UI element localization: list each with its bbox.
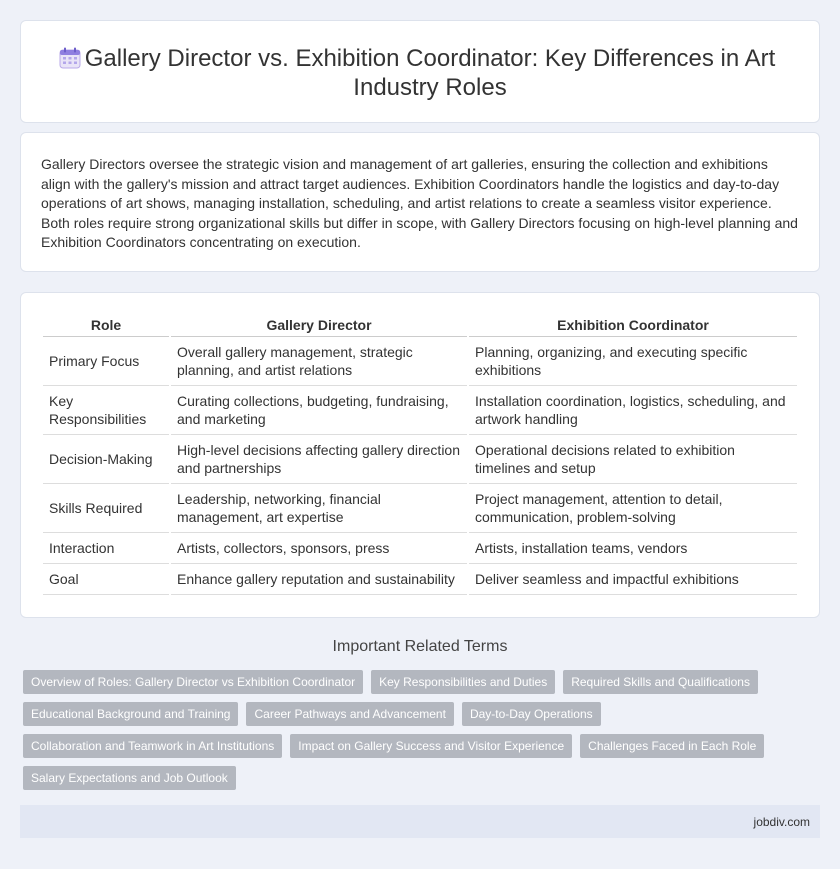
related-term-tag[interactable]: Salary Expectations and Job Outlook xyxy=(23,766,236,790)
header-gallery-director: Gallery Director xyxy=(171,315,467,337)
footer xyxy=(20,805,820,838)
table-row xyxy=(43,386,797,435)
related-term-tag[interactable]: Collaboration and Teamwork in Art Institutions xyxy=(23,734,282,758)
exhibition-coordinator-cell: Deliver seamless and impactful exhibitions xyxy=(469,564,797,595)
table-row xyxy=(43,564,797,595)
exhibition-coordinator-cell: Artists, installation teams, vendors xyxy=(469,533,797,564)
row-label: Decision-Making xyxy=(43,435,169,484)
table-row xyxy=(43,533,797,564)
intro-card xyxy=(20,132,820,272)
row-label: Key Responsibilities xyxy=(43,386,169,435)
comparison-card xyxy=(20,292,820,618)
exhibition-coordinator-cell: Planning, organizing, and executing specific exhibitions xyxy=(469,337,797,386)
gallery-director-cell: Enhance gallery reputation and sustainability xyxy=(171,564,467,595)
related-term-tag[interactable]: Career Pathways and Advancement xyxy=(246,702,453,726)
intro-paragraph: Gallery Directors oversee the strategic vision and management of art galleries, ensuring the collection and exhibitions align with the gallery's mission and attract target audiences. Exhibition Coordinators handle the logistics and day-to-day operations of art shows, managing installation, scheduling, and artist relations to create a seamless visitor experience. Both roles require strong organizational skills but differ in scope, with Gallery Directors focusing on high-level planning and Exhibition Coordinators concentrating on execution. xyxy=(41,156,798,251)
gallery-director-cell: Leadership, networking, financial management, art expertise xyxy=(171,484,467,533)
related-terms-title: Important Related Terms xyxy=(332,638,508,655)
gallery-director-cell: Artists, collectors, sponsors, press xyxy=(171,533,467,564)
related-term-tag[interactable]: Impact on Gallery Success and Visitor Experience xyxy=(290,734,572,758)
exhibition-coordinator-cell: Operational decisions related to exhibition timelines and setup xyxy=(469,435,797,484)
table-row xyxy=(43,337,797,386)
row-label: Goal xyxy=(43,564,169,595)
related-term-tag[interactable]: Key Responsibilities and Duties xyxy=(371,670,555,694)
page-title: Gallery Director vs. Exhibition Coordinator: Key Differences in Art Industry Roles xyxy=(84,45,776,101)
gallery-director-cell: Overall gallery management, strategic planning, and artist relations xyxy=(171,337,467,386)
header-card xyxy=(20,20,820,123)
table-row xyxy=(43,435,797,484)
related-terms-list xyxy=(23,670,813,790)
related-term-tag[interactable]: Challenges Faced in Each Role xyxy=(580,734,764,758)
related-term-tag[interactable]: Overview of Roles: Gallery Director vs Exhibition Coordinator xyxy=(23,670,363,694)
exhibition-coordinator-cell: Installation coordination, logistics, scheduling, and artwork handling xyxy=(469,386,797,435)
footer-site-link[interactable]: jobdiv.com xyxy=(753,815,810,829)
row-label: Interaction xyxy=(43,533,169,564)
table-header-row xyxy=(43,315,797,337)
related-term-tag[interactable]: Required Skills and Qualifications xyxy=(563,670,758,694)
header-role: Role xyxy=(43,315,169,337)
comparison-table xyxy=(41,315,799,595)
gallery-director-cell: Curating collections, budgeting, fundraising, and marketing xyxy=(171,386,467,435)
related-term-tag[interactable]: Educational Background and Training xyxy=(23,702,238,726)
table-row xyxy=(43,484,797,533)
row-label: Skills Required xyxy=(43,484,169,533)
header-exhibition-coordinator: Exhibition Coordinator xyxy=(469,315,797,337)
gallery-director-cell: High-level decisions affecting gallery direction and partnerships xyxy=(171,435,467,484)
related-term-tag[interactable]: Day-to-Day Operations xyxy=(462,702,601,726)
exhibition-coordinator-cell: Project management, attention to detail, communication, problem-solving xyxy=(469,484,797,533)
row-label: Primary Focus xyxy=(43,337,169,386)
